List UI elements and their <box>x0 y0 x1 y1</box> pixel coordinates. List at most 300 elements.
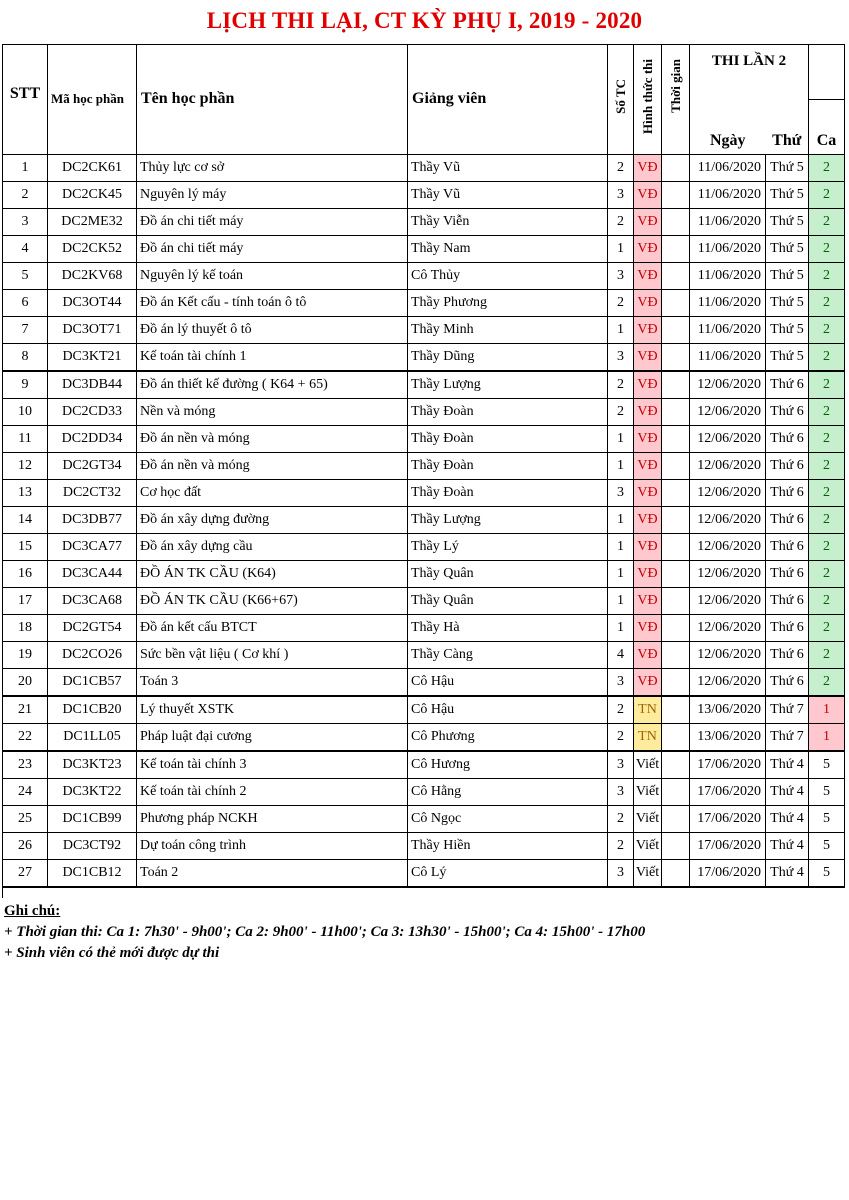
cell-credits: 1 <box>608 560 634 587</box>
cell-lecturer: Thầy Lý <box>408 533 608 560</box>
cell-shift: 2 <box>809 560 845 587</box>
header-credits: Số TC <box>608 45 634 155</box>
cell-exam-format: TN <box>634 696 662 724</box>
cell-weekday: Thứ 5 <box>766 154 809 181</box>
cell-exam-format: VĐ <box>634 479 662 506</box>
header-time: Thời gian <box>662 45 690 155</box>
table-row <box>3 316 845 343</box>
cell-shift: 5 <box>809 805 845 832</box>
cell-lecturer: Cô Ngọc <box>408 805 608 832</box>
cell-credits: 2 <box>608 154 634 181</box>
cell-lecturer: Thầy Viễn <box>408 208 608 235</box>
cell-exam-format: Viết <box>634 751 662 779</box>
cell-weekday: Thứ 5 <box>766 262 809 289</box>
table-row <box>3 859 845 887</box>
cell-lecturer: Thầy Đoàn <box>408 452 608 479</box>
cell-shift: 5 <box>809 778 845 805</box>
header-weekday: Thứ <box>766 99 809 154</box>
cell-course-name: Đồ án lý thuyết ô tô <box>137 316 408 343</box>
table-row <box>3 479 845 506</box>
cell-credits: 2 <box>608 805 634 832</box>
cell-lecturer: Thầy Lượng <box>408 506 608 533</box>
cell-date: 12/06/2020 <box>690 452 766 479</box>
cell-exam-format: Viết <box>634 805 662 832</box>
header-stt: STT <box>3 45 48 155</box>
cell-stt: 21 <box>3 696 48 724</box>
cell-shift: 1 <box>809 696 845 724</box>
cell-shift: 2 <box>809 587 845 614</box>
cell-stt: 8 <box>3 343 48 371</box>
cell-date: 11/06/2020 <box>690 154 766 181</box>
cell-stt: 23 <box>3 751 48 779</box>
cell-weekday: Thứ 5 <box>766 181 809 208</box>
cell-stt: 11 <box>3 425 48 452</box>
table-row <box>3 668 845 696</box>
cell-course-name: Đồ án xây dựng cầu <box>137 533 408 560</box>
cell-course-code: DC2CK52 <box>48 235 137 262</box>
cell-stt: 19 <box>3 641 48 668</box>
cell-time <box>662 262 690 289</box>
cell-stt: 22 <box>3 723 48 751</box>
cell-course-code: DC1CB57 <box>48 668 137 696</box>
table-row <box>3 262 845 289</box>
cell-weekday: Thứ 5 <box>766 289 809 316</box>
cell-lecturer: Cô Hằng <box>408 778 608 805</box>
cell-course-name: Đồ án thiết kế đường ( K64 + 65) <box>137 371 408 399</box>
cell-course-code: DC3KT23 <box>48 751 137 779</box>
table-row <box>3 398 845 425</box>
cell-weekday: Thứ 6 <box>766 479 809 506</box>
cell-time <box>662 506 690 533</box>
cell-course-name: Pháp luật đại cương <box>137 723 408 751</box>
cell-course-code: DC2CK45 <box>48 181 137 208</box>
cell-credits: 1 <box>608 316 634 343</box>
cell-time <box>662 723 690 751</box>
cell-shift: 2 <box>809 208 845 235</box>
header-course-code: Mã học phần <box>48 45 137 155</box>
cell-weekday: Thứ 6 <box>766 641 809 668</box>
table-left-border-extension <box>2 880 3 898</box>
cell-exam-format: TN <box>634 723 662 751</box>
cell-time <box>662 398 690 425</box>
cell-exam-format: VĐ <box>634 614 662 641</box>
cell-course-code: DC2GT54 <box>48 614 137 641</box>
cell-course-code: DC1CB20 <box>48 696 137 724</box>
cell-credits: 3 <box>608 668 634 696</box>
cell-stt: 20 <box>3 668 48 696</box>
cell-time <box>662 641 690 668</box>
header-blank-cell <box>809 45 845 100</box>
table-row <box>3 560 845 587</box>
notes-title: Ghi chú: <box>4 903 61 919</box>
cell-stt: 4 <box>3 235 48 262</box>
cell-date: 13/06/2020 <box>690 723 766 751</box>
cell-course-code: DC2GT34 <box>48 452 137 479</box>
cell-weekday: Thứ 5 <box>766 316 809 343</box>
cell-course-code: DC3DB77 <box>48 506 137 533</box>
cell-date: 12/06/2020 <box>690 425 766 452</box>
header-exam-format: Hình thức thi <box>634 45 662 155</box>
cell-date: 12/06/2020 <box>690 506 766 533</box>
cell-weekday: Thứ 6 <box>766 398 809 425</box>
table-row <box>3 641 845 668</box>
cell-credits: 3 <box>608 859 634 887</box>
table-row <box>3 614 845 641</box>
cell-weekday: Thứ 4 <box>766 832 809 859</box>
cell-lecturer: Thầy Vũ <box>408 154 608 181</box>
cell-date: 12/06/2020 <box>690 641 766 668</box>
cell-course-code: DC2CK61 <box>48 154 137 181</box>
cell-course-name: Nền và móng <box>137 398 408 425</box>
cell-credits: 3 <box>608 262 634 289</box>
cell-date: 12/06/2020 <box>690 371 766 399</box>
cell-date: 11/06/2020 <box>690 208 766 235</box>
cell-time <box>662 208 690 235</box>
page-title: LỊCH THI LẠI, CT KỲ PHỤ I, 2019 - 2020 <box>206 8 643 33</box>
cell-weekday: Thứ 6 <box>766 533 809 560</box>
cell-shift: 2 <box>809 425 845 452</box>
cell-course-name: Kế toán tài chính 2 <box>137 778 408 805</box>
header-date: Ngày <box>690 99 766 154</box>
cell-lecturer: Cô Thủy <box>408 262 608 289</box>
cell-credits: 2 <box>608 723 634 751</box>
table-row <box>3 289 845 316</box>
cell-shift: 2 <box>809 398 845 425</box>
cell-shift: 2 <box>809 641 845 668</box>
cell-credits: 2 <box>608 398 634 425</box>
cell-weekday: Thứ 5 <box>766 343 809 371</box>
cell-stt: 15 <box>3 533 48 560</box>
table-row <box>3 425 845 452</box>
cell-course-code: DC2CT32 <box>48 479 137 506</box>
cell-stt: 6 <box>3 289 48 316</box>
cell-time <box>662 371 690 399</box>
cell-course-code: DC3KT22 <box>48 778 137 805</box>
cell-stt: 12 <box>3 452 48 479</box>
cell-credits: 1 <box>608 614 634 641</box>
cell-weekday: Thứ 4 <box>766 751 809 779</box>
cell-time <box>662 587 690 614</box>
cell-course-name: Đồ án xây dựng đường <box>137 506 408 533</box>
cell-exam-format: VĐ <box>634 587 662 614</box>
cell-shift: 2 <box>809 371 845 399</box>
table-row <box>3 587 845 614</box>
cell-shift: 5 <box>809 832 845 859</box>
cell-date: 11/06/2020 <box>690 262 766 289</box>
cell-lecturer: Thầy Minh <box>408 316 608 343</box>
cell-shift: 2 <box>809 289 845 316</box>
table-row <box>3 778 845 805</box>
cell-course-name: Kế toán tài chính 1 <box>137 343 408 371</box>
cell-course-name: Nguyên lý máy <box>137 181 408 208</box>
cell-exam-format: VĐ <box>634 398 662 425</box>
cell-course-code: DC2CD33 <box>48 398 137 425</box>
cell-course-name: ĐỒ ÁN TK CẦU (K64) <box>137 560 408 587</box>
cell-course-name: Dự toán công trình <box>137 832 408 859</box>
cell-stt: 9 <box>3 371 48 399</box>
cell-weekday: Thứ 4 <box>766 805 809 832</box>
cell-course-name: ĐỒ ÁN TK CẦU (K66+67) <box>137 587 408 614</box>
cell-exam-format: VĐ <box>634 154 662 181</box>
cell-time <box>662 859 690 887</box>
table-row <box>3 343 845 371</box>
cell-lecturer: Thầy Đoàn <box>408 398 608 425</box>
cell-stt: 13 <box>3 479 48 506</box>
cell-date: 17/06/2020 <box>690 832 766 859</box>
cell-date: 11/06/2020 <box>690 316 766 343</box>
cell-exam-format: VĐ <box>634 262 662 289</box>
cell-shift: 2 <box>809 533 845 560</box>
cell-course-name: Cơ học đất <box>137 479 408 506</box>
cell-shift: 2 <box>809 614 845 641</box>
notes-section <box>4 903 645 966</box>
cell-weekday: Thứ 6 <box>766 560 809 587</box>
cell-credits: 1 <box>608 506 634 533</box>
cell-lecturer: Thầy Hiền <box>408 832 608 859</box>
cell-course-code: DC3CA68 <box>48 587 137 614</box>
cell-shift: 2 <box>809 316 845 343</box>
cell-lecturer: Thầy Vũ <box>408 181 608 208</box>
header-shift: Ca <box>809 99 845 154</box>
cell-credits: 1 <box>608 235 634 262</box>
cell-course-name: Đồ án nền và móng <box>137 452 408 479</box>
cell-credits: 2 <box>608 289 634 316</box>
cell-date: 11/06/2020 <box>690 289 766 316</box>
cell-course-name: Nguyên lý kế toán <box>137 262 408 289</box>
cell-exam-format: VĐ <box>634 668 662 696</box>
cell-exam-format: VĐ <box>634 371 662 399</box>
cell-weekday: Thứ 6 <box>766 668 809 696</box>
cell-time <box>662 668 690 696</box>
cell-shift: 2 <box>809 343 845 371</box>
cell-weekday: Thứ 6 <box>766 452 809 479</box>
cell-date: 12/06/2020 <box>690 533 766 560</box>
table-row <box>3 181 845 208</box>
cell-time <box>662 343 690 371</box>
cell-weekday: Thứ 6 <box>766 587 809 614</box>
table-row <box>3 805 845 832</box>
cell-time <box>662 452 690 479</box>
cell-credits: 2 <box>608 371 634 399</box>
cell-course-code: DC3DB44 <box>48 371 137 399</box>
cell-exam-format: VĐ <box>634 452 662 479</box>
cell-time <box>662 696 690 724</box>
cell-time <box>662 560 690 587</box>
cell-time <box>662 805 690 832</box>
cell-time <box>662 832 690 859</box>
table-row <box>3 208 845 235</box>
cell-course-code: DC2DD34 <box>48 425 137 452</box>
cell-lecturer: Thầy Lượng <box>408 371 608 399</box>
cell-date: 12/06/2020 <box>690 614 766 641</box>
cell-shift: 5 <box>809 859 845 887</box>
cell-lecturer: Cô Hậu <box>408 696 608 724</box>
cell-exam-format: VĐ <box>634 506 662 533</box>
cell-credits: 3 <box>608 343 634 371</box>
cell-shift: 2 <box>809 154 845 181</box>
notes-student-card: + Sinh viên có thẻ mới được dự thi <box>4 945 220 961</box>
cell-stt: 10 <box>3 398 48 425</box>
cell-lecturer: Cô Hương <box>408 751 608 779</box>
cell-date: 11/06/2020 <box>690 181 766 208</box>
cell-course-name: Lý thuyết XSTK <box>137 696 408 724</box>
cell-credits: 1 <box>608 452 634 479</box>
cell-weekday: Thứ 6 <box>766 425 809 452</box>
cell-credits: 3 <box>608 479 634 506</box>
cell-weekday: Thứ 5 <box>766 208 809 235</box>
cell-exam-format: VĐ <box>634 181 662 208</box>
cell-course-code: DC3CT92 <box>48 832 137 859</box>
cell-date: 12/06/2020 <box>690 479 766 506</box>
cell-time <box>662 614 690 641</box>
cell-time <box>662 479 690 506</box>
table-body <box>3 154 845 887</box>
cell-credits: 2 <box>608 696 634 724</box>
cell-time <box>662 778 690 805</box>
cell-course-name: Thủy lực cơ sở <box>137 154 408 181</box>
cell-lecturer: Thầy Nam <box>408 235 608 262</box>
cell-exam-format: VĐ <box>634 316 662 343</box>
exam-schedule-table <box>2 44 845 888</box>
header-lecturer: Giảng viên <box>408 45 608 155</box>
table-row <box>3 832 845 859</box>
table-row <box>3 533 845 560</box>
cell-exam-format: VĐ <box>634 208 662 235</box>
table-row <box>3 154 845 181</box>
cell-weekday: Thứ 7 <box>766 723 809 751</box>
cell-stt: 2 <box>3 181 48 208</box>
cell-exam-format: Viết <box>634 778 662 805</box>
cell-stt: 17 <box>3 587 48 614</box>
cell-time <box>662 751 690 779</box>
cell-exam-format: VĐ <box>634 235 662 262</box>
cell-date: 17/06/2020 <box>690 859 766 887</box>
cell-course-code: DC1CB12 <box>48 859 137 887</box>
table-row <box>3 751 845 779</box>
cell-weekday: Thứ 6 <box>766 614 809 641</box>
cell-time <box>662 289 690 316</box>
cell-date: 11/06/2020 <box>690 235 766 262</box>
table-row <box>3 723 845 751</box>
cell-date: 13/06/2020 <box>690 696 766 724</box>
cell-course-code: DC3OT44 <box>48 289 137 316</box>
cell-time <box>662 235 690 262</box>
cell-time <box>662 154 690 181</box>
cell-time <box>662 181 690 208</box>
cell-course-code: DC1LL05 <box>48 723 137 751</box>
cell-date: 17/06/2020 <box>690 751 766 779</box>
header-course-name: Tên học phần <box>137 45 408 155</box>
cell-time <box>662 316 690 343</box>
cell-credits: 1 <box>608 587 634 614</box>
cell-course-name: Đồ án chi tiết máy <box>137 235 408 262</box>
cell-credits: 1 <box>608 425 634 452</box>
cell-lecturer: Cô Lý <box>408 859 608 887</box>
cell-course-name: Kế toán tài chính 3 <box>137 751 408 779</box>
cell-course-name: Đồ án chi tiết máy <box>137 208 408 235</box>
cell-date: 12/06/2020 <box>690 560 766 587</box>
cell-credits: 3 <box>608 778 634 805</box>
cell-course-code: DC2ME32 <box>48 208 137 235</box>
cell-course-name: Toán 2 <box>137 859 408 887</box>
cell-course-code: DC2KV68 <box>48 262 137 289</box>
cell-date: 12/06/2020 <box>690 398 766 425</box>
cell-stt: 1 <box>3 154 48 181</box>
cell-course-name: Đồ án nền và móng <box>137 425 408 452</box>
cell-exam-format: VĐ <box>634 425 662 452</box>
cell-course-code: DC2CO26 <box>48 641 137 668</box>
cell-weekday: Thứ 4 <box>766 859 809 887</box>
cell-credits: 1 <box>608 533 634 560</box>
cell-exam-format: VĐ <box>634 343 662 371</box>
cell-course-code: DC3KT21 <box>48 343 137 371</box>
cell-lecturer: Thầy Dũng <box>408 343 608 371</box>
cell-lecturer: Cô Phương <box>408 723 608 751</box>
cell-date: 17/06/2020 <box>690 778 766 805</box>
cell-stt: 18 <box>3 614 48 641</box>
cell-stt: 5 <box>3 262 48 289</box>
cell-shift: 2 <box>809 479 845 506</box>
cell-lecturer: Thầy Quân <box>408 587 608 614</box>
table-row <box>3 696 845 724</box>
cell-stt: 16 <box>3 560 48 587</box>
cell-credits: 2 <box>608 832 634 859</box>
cell-weekday: Thứ 4 <box>766 778 809 805</box>
cell-credits: 3 <box>608 751 634 779</box>
table-row <box>3 506 845 533</box>
cell-shift: 2 <box>809 668 845 696</box>
cell-lecturer: Thầy Phương <box>408 289 608 316</box>
cell-shift: 2 <box>809 181 845 208</box>
cell-lecturer: Thầy Càng <box>408 641 608 668</box>
cell-exam-format: Viết <box>634 859 662 887</box>
cell-course-name: Toán 3 <box>137 668 408 696</box>
cell-date: 17/06/2020 <box>690 805 766 832</box>
cell-stt: 24 <box>3 778 48 805</box>
cell-course-code: DC3CA44 <box>48 560 137 587</box>
cell-date: 12/06/2020 <box>690 668 766 696</box>
cell-stt: 27 <box>3 859 48 887</box>
cell-course-code: DC3OT71 <box>48 316 137 343</box>
cell-course-name: Đồ án kết cấu BTCT <box>137 614 408 641</box>
cell-exam-format: Viết <box>634 832 662 859</box>
cell-exam-format: VĐ <box>634 560 662 587</box>
header-second-attempt: THI LẦN 2 <box>690 45 809 100</box>
cell-time <box>662 533 690 560</box>
cell-exam-format: VĐ <box>634 289 662 316</box>
cell-shift: 2 <box>809 235 845 262</box>
notes-exam-times: + Thời gian thi: Ca 1: 7h30' - 9h00'; Ca 2: 9h00' - 11h00'; Ca 3: 13h30' - 15h00'; Ca 4: 15h00' - 17h00 <box>4 924 646 940</box>
cell-credits: 4 <box>608 641 634 668</box>
cell-weekday: Thứ 7 <box>766 696 809 724</box>
cell-credits: 2 <box>608 208 634 235</box>
cell-shift: 2 <box>809 506 845 533</box>
cell-course-name: Sức bền vật liệu ( Cơ khí ) <box>137 641 408 668</box>
cell-lecturer: Thầy Hà <box>408 614 608 641</box>
cell-course-code: DC3CA77 <box>48 533 137 560</box>
cell-lecturer: Thầy Đoàn <box>408 479 608 506</box>
cell-lecturer: Thầy Đoàn <box>408 425 608 452</box>
cell-shift: 2 <box>809 262 845 289</box>
cell-weekday: Thứ 6 <box>766 371 809 399</box>
cell-credits: 3 <box>608 181 634 208</box>
cell-course-code: DC1CB99 <box>48 805 137 832</box>
cell-exam-format: VĐ <box>634 641 662 668</box>
cell-time <box>662 425 690 452</box>
cell-course-name: Phương pháp NCKH <box>137 805 408 832</box>
cell-shift: 1 <box>809 723 845 751</box>
cell-stt: 3 <box>3 208 48 235</box>
